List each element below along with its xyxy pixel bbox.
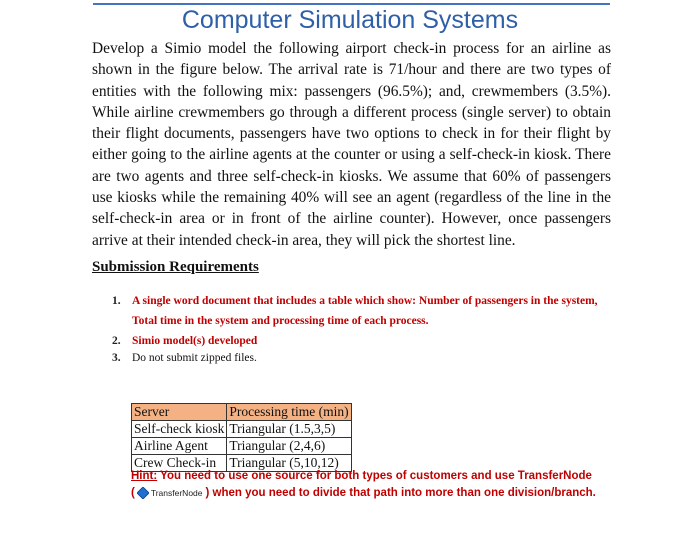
table-row <box>132 455 352 472</box>
hint-label: Hint: <box>131 470 158 482</box>
table-header-row <box>132 404 352 421</box>
table-header-cell: Server <box>132 404 227 421</box>
table-cell: Airline Agent <box>132 438 227 455</box>
transfer-node-badge <box>137 487 203 499</box>
transfer-node-label: TransferNode <box>150 488 203 498</box>
table-cell: Self-check kiosk <box>132 421 227 438</box>
hint-text-1: You need to use one source for both types of customers and use TransferNode <box>157 470 592 482</box>
table-row <box>132 438 352 455</box>
page-title: Computer Simulation Systems <box>181 6 519 34</box>
table-cell: Triangular (2,4,6) <box>227 438 351 455</box>
list-item: 3. Do not submit zipped files. <box>112 352 257 364</box>
transfer-node-icon <box>137 487 149 499</box>
list-item: 2. Simio model(s) developed <box>112 335 258 347</box>
hint-line-1 <box>131 470 592 482</box>
table-cell: Triangular (5,10,12) <box>227 455 351 472</box>
problem-paragraph: Develop a Simio model the following airport check-in process for an airline as shown in the figure below. The arrival rate is 71/hour and there are two types of entities with the following mix: passengers (96.5%); and, crewmembers (3.5%). While airline crewmembers go through a different process (single server) to obtain their flight documents, passengers have two options to check in for their flight by either going to the airline agents at the counter or using a self-check-in kiosk. There are two agents and three self-check-in kiosks. We assume that 60% of passengers use kiosks while the remaining 40% will see an agent (regardless of the line in the self-check-in area or in front of the airline counter). However, once passengers arrive at their intended check-in area, they will pick the shortest line. <box>92 40 611 249</box>
table-header-cell: Processing time (min) <box>227 404 351 421</box>
table-row <box>132 421 352 438</box>
hint-line-2 <box>131 487 596 499</box>
table-cell: Crew Check-in <box>132 455 227 472</box>
top-rule <box>93 3 610 5</box>
submission-heading: Submission Requirements <box>92 259 259 275</box>
hint-open-paren: ( <box>131 487 135 499</box>
list-item: 1. A single word document that includes a table which show: Number of passengers in the system, Total time in the system and processing time of each process. <box>112 295 598 327</box>
hint-text-2: ) when you need to divide that path into more than one division/branch. <box>205 487 596 499</box>
requirements-list <box>112 291 602 367</box>
server-table <box>131 403 352 472</box>
table-cell: Triangular (1.5,3,5) <box>227 421 351 438</box>
